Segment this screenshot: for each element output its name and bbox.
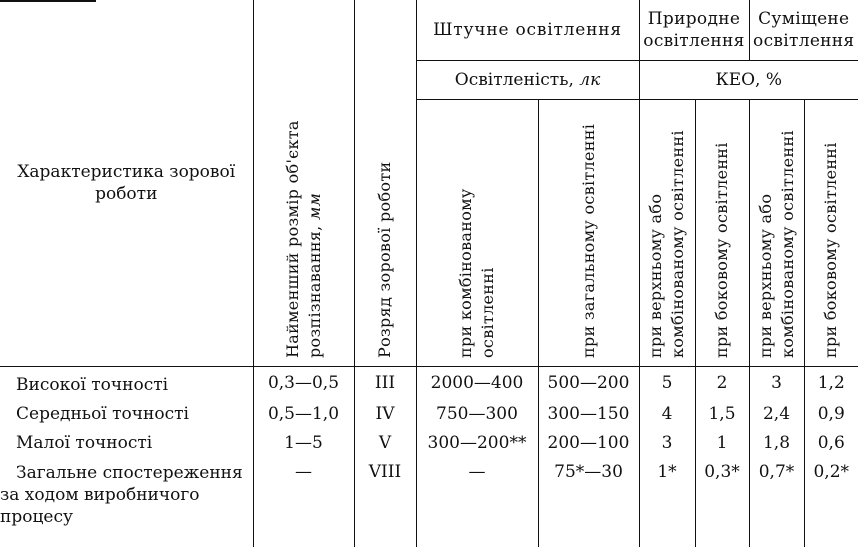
cell-rank: VIII xyxy=(354,458,416,547)
cell-comb-side: 0,2* xyxy=(804,458,858,547)
header-nat-top-text: при верхньому або комбінованому освітленні xyxy=(646,130,688,358)
cell-comb-side: 0,9 xyxy=(804,400,858,429)
header-characteristic xyxy=(0,0,253,367)
header-art-combined xyxy=(416,100,538,367)
cell-art-general: 200—100 xyxy=(538,429,639,458)
cell-rank: III xyxy=(354,367,416,401)
header-illuminance: Освітленість, лк xyxy=(416,61,639,100)
cell-art-general: 75*—30 xyxy=(538,458,639,547)
cell-art-combined: 2000—400 xyxy=(416,367,538,401)
row-label: Загальне спостереження за ходом виробничого процесу xyxy=(0,458,253,547)
cell-comb-side: 0,6 xyxy=(804,429,858,458)
header-art-combined-text: при комбінованому освітленні xyxy=(456,188,497,358)
cell-nat-side: 1,5 xyxy=(695,400,749,429)
row-label: Високої точності xyxy=(0,367,253,401)
cell-comb-top: 3 xyxy=(749,367,804,401)
header-nat-top xyxy=(639,100,695,367)
header-rank-text: Розряд зорової роботи xyxy=(375,161,394,358)
cell-comb-top: 0,7* xyxy=(749,458,804,547)
header-comb-top-text: при верхньому або комбінованому освітленні xyxy=(755,130,797,358)
cell-rank: IV xyxy=(354,400,416,429)
row-label: Середньої точності xyxy=(0,400,253,429)
cell-art-combined: 300—200** xyxy=(416,429,538,458)
cell-nat-side: 1 xyxy=(695,429,749,458)
header-rank xyxy=(354,0,416,367)
header-comb-side xyxy=(804,100,858,367)
header-characteristic-text: Характеристика зорової роботи xyxy=(17,162,236,204)
table-row xyxy=(0,367,858,401)
header-natural: Приpодне освітлення xyxy=(639,0,749,61)
cell-nat-side: 0,3* xyxy=(695,458,749,547)
cell-comb-side: 1,2 xyxy=(804,367,858,401)
cell-nat-top: 4 xyxy=(639,400,695,429)
cell-art-combined: — xyxy=(416,458,538,547)
table-row xyxy=(0,429,858,458)
cell-size: 1—5 xyxy=(253,429,354,458)
header-combined: Суміщене освітлення xyxy=(749,0,858,61)
header-comb-side-text: при боковому освітленні xyxy=(821,142,841,358)
cell-art-general: 500—200 xyxy=(538,367,639,401)
cell-nat-side: 2 xyxy=(695,367,749,401)
header-nat-side xyxy=(695,100,749,367)
header-artificial: Штучне освітлення xyxy=(416,0,639,61)
cell-art-combined: 750—300 xyxy=(416,400,538,429)
header-min-size xyxy=(253,0,354,367)
cell-comb-top: 2,4 xyxy=(749,400,804,429)
header-art-general xyxy=(538,100,639,367)
cell-rank: V xyxy=(354,429,416,458)
cell-size: 0,5—1,0 xyxy=(253,400,354,429)
header-art-general-text: при загальному освітленні xyxy=(578,123,598,358)
cell-art-general: 300—150 xyxy=(538,400,639,429)
cell-comb-top: 1,8 xyxy=(749,429,804,458)
cell-size: — xyxy=(253,458,354,547)
header-min-size-text: Найменший розмір об'єкта розпізнавання, мм xyxy=(282,120,324,358)
header-comb-top xyxy=(749,100,804,367)
table-row xyxy=(0,458,858,547)
table-row xyxy=(0,400,858,429)
header-nat-side-text: при боковому освітленні xyxy=(712,142,732,358)
row-label: Малої точності xyxy=(0,429,253,458)
cell-nat-top: 1* xyxy=(639,458,695,547)
cell-nat-top: 5 xyxy=(639,367,695,401)
cell-nat-top: 3 xyxy=(639,429,695,458)
cell-size: 0,3—0,5 xyxy=(253,367,354,401)
header-keo: КЕО, % xyxy=(639,61,858,100)
